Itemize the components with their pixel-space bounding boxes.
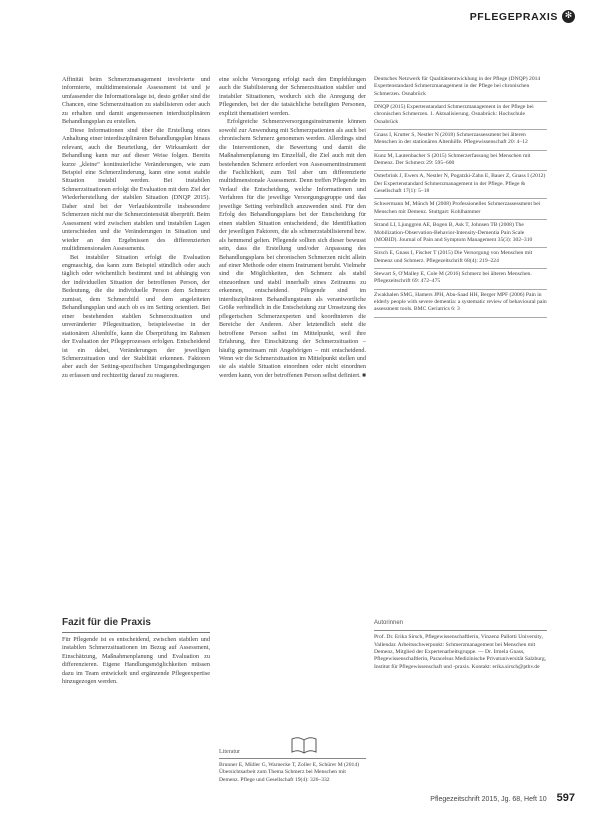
- reference-item: Stewart S, O'Malley E, Cole M (2016) Schmerz bei älteren Menschen. Pflegezeitschrift 69: 472–475: [374, 269, 547, 290]
- paragraph: Für Pflegende ist es entscheidend, zwischen stabilen und instabilen Schmerzsituationen im Bezug auf Assessment, Einschätzung, Maßnahmenplanung und Evaluation zu differenzieren. Eigene Handlungsmöglichkeiten müssen dazu im Team entwickelt und ergänzende Pflegeexpertise hinzugezogen werden.: [62, 636, 210, 686]
- reference-item: Gnass I, Krutter S, Nestler N (2018) Schmerzassessment bei älteren Menschen in der stationären Altenhilfe. Pflegewissenschaft 20: 4–12: [374, 130, 547, 151]
- authors-box: [374, 620, 547, 671]
- reference-item: Deutsches Netzwerk für Qualitätsentwicklung in der Pflege (DNQP) 2014 Expertenstandard Schmerzmanagement in der Pflege bei chronischen Schmerzen. Osnabrück: [374, 76, 547, 102]
- footer-source: Pflegezeitschrift 2015, Jg. 68, Heft 10: [430, 796, 547, 803]
- reference-item: Kunz M, Lautenbacher S (2015) Schmerzerfassung bei Menschen mit Demenz. Der Schmerz 29: 595–600: [374, 151, 547, 172]
- reference-list: [374, 76, 547, 318]
- literature-divider: [219, 758, 366, 759]
- page-footer: [430, 792, 575, 804]
- column-1: [62, 76, 210, 380]
- section-body: [62, 636, 210, 687]
- paragraph: eine solche Versorgung erfolgt nach den Empfehlungen auch die Stabilisierung der Schmerzsituation stabiler und instabiler Situationen, wodurch sich die Anregung der Pflegenden, bei der die tatsächliche beteiligten Personen, explizit thematisiert werden.: [219, 76, 366, 117]
- literature-label: Literatur: [219, 749, 240, 755]
- authors-label: Autorinnen: [374, 620, 547, 631]
- paragraph: Affinität beim Schmerzmanagement involvierte und informierte, multidimensionale Assessment ist und je umfassender die Informationslage ist, desto größer sind die Chancen, eine Schmerzsituation zu stabilisieren oder auch zu erhalten und damit angemessenen interdisziplinären Behandlungsplan zu erstellen.: [62, 76, 210, 126]
- literature-entry: Brunner E, Müller G, Warnecke T, Zoller E, Schürer M (2014) Übersichtsarbeit zum Thema Schmerz bei Menschen mit Demenz. Pflege und Gesellschaft 19(4): 326–332: [219, 762, 359, 783]
- section-heading: Fazit für die Praxis: [62, 617, 151, 628]
- section-divider: [62, 632, 210, 633]
- column-2: [219, 76, 366, 380]
- page-number: 597: [556, 792, 575, 804]
- reference-item: Zwakhalen SMG, Hamers JPH, Abu-Saad HH, Berger MPF (2006) Pain in elderly people with severe dementia: a systematic review of behavioural pain assessment tools. BMC Geriatrics 6: 3: [374, 290, 547, 318]
- reference-item: DNQP (2015) Expertenstandard Schmerzmanagement in der Pflege bei chronischen Schmerzen. 1. Aktualisierung. Osnabrück: Hochschule Osnabrück: [374, 102, 547, 130]
- reference-item: Sirsch E, Gnass I, Fischer T (2015) Die Versorgung von Menschen mit Demenz und Schmerz. Pflegezeitschrift 68(4): 219–224: [374, 248, 547, 269]
- journal-brand: [470, 10, 575, 23]
- reference-item: Osterbrink J, Ewers A, Nestler N, Pogatzki-Zahn E, Bauer Z, Gnass I (2012) Der Expertenstandard Schmerzmanagement in der Pflege. Pflege & Gesellschaft 17(1): 5–18: [374, 171, 547, 199]
- paragraph: Bei instabiler Situation erfolgt die Evaluation engmaschig, das kann zum Beispiel stündlich oder auch täglich oder wöchentlich bestimmt und ist abhängig von der individuellen Situation der betroffenen Person, der Bedeutung, die die individuelle Person dem Schmerz zumisst, dem Schmerzbild und dem angeleiteten Behandlungsplan und auch ob es im Setting orientiert. Bei einer bestehenden stabilen Schmerzsituation und unveränderter Pflegesituation, beispielsweise in der stationären Altenhilfe, kann die Überprüfung im Rahmen der Evaluation der Pflegeprozesses erfolgen. Entscheidend ist ein dabei, Veränderungen der jeweiligen Schmerzsituation und der Stabilität erkennen. Faktoren aber auch der Setting-spezifischen Umgangsbedingungen zu erfassen und rechtzeitig darauf zu reagieren.: [62, 253, 210, 379]
- reference-item: Schwermann M, Münch M (2008) Professionelles Schmerzassessment bei Menschen mit Demenz. Stuttgart: Kohlhammer: [374, 199, 547, 220]
- paragraph: Erfolgreiche Schmerzversorgungsinstrumente können sowohl zur Anwendung mit Schmerzpatienten als auch bei chronischem Schmerz genommen werden. Allerdings sind die Interventionen, die Bewertung und damit die Maßnahmenplanung im Einzelfall, die Ziel auch mit den bestehenden Schmerz erfordert von Assessmentinstrument die Fachlichkeit, zum Teil aber um differenzierte multidimensionale Assessment. Denn treffen Pflegende im Verlauf die Entscheidung, welche Informationen und Verfahren für die jeweilige Versorgungsgruppe und das jeweilige Setting verbindlich anzuwenden sind. Für den Erfolg des Behandlungsplans bei der Entscheidung für einen stabilen Situation entscheidend, die Identifikation der jeweiligen Faktoren, die als schmerzstabilisierend bzw. als hemmend gelten. Pflegende sollten sich dieser bewusst sein, dass die Erstellung und/oder Anpassung des Behandlungsplans bei chronischen Schmerzen nicht allein auf einer Methode oder einem Instrument beruht. Vielmehr sind die Möglichkeiten, den Schmerz als stabil einzuordnen und stabil innerhalb eines Zeitraums zu erkennen, entscheidend. Pflegende sind im interdisziplinären Behandlungsteam als verantwortliche Größe verbindlich in die Entscheidung zur Umsetzung des pflegerischen Schmerzexperten und koordinieren die Bereiche der Anderen. Aber letztendlich steht die betroffene Person selbst im Mittelpunkt, weil ihre Erfahrung, ihre Einschätzung der Schmerzsituation – häufig gemeinsam mit Angehörigen – mit entscheidend. Wenn wir die Schmerzsituation im Mittelpunkt stellen und sie als stabile Situation einordnen oder nicht einordnen werden kann, von der betroffenen Person selbst definiert. ■: [219, 118, 366, 379]
- journal-logo-icon: ✻: [562, 10, 575, 23]
- book-icon: [291, 735, 317, 760]
- reference-item: Strand LI, Ljunggren AE, Bogen B, Ask T, Johnsen TB (2008) The Mobilization-Observation-Behavior-Intensity-Dementia Pain Scale (MOBID). Journal of Pain and Symptom Management 35(3): 302–310: [374, 220, 547, 248]
- journal-brand-text: PFLEGEPRAXIS: [469, 10, 558, 23]
- authors-text: Prof. Dr. Erika Sirsch, Pflegewissenschaftlerin, Vinzenz Pallotti University, Vallendar. Arbeitsschwerpunkt: Schmerzmanagement bei Menschen mit Demenz, Mitglied der Expertenarbeitsgruppe. — Dr. Irmela Gnass, Pflegewissenschaftlerin, Paracelsus Medizinische Privatuniversität Salzburg, Institut für Pflegewissenschaft und -praxis. Kontakt: erika.sirsch@pthv.de: [374, 634, 547, 670]
- paragraph: Diese Informationen sind über die Erstellung eines Anhaltung einer interdisziplinären Behandlungsplan hinaus relevant, auch die Beurteilung, der Wirksamkeit der Behandlung kann nur auf dieser Weise folgen. Bereits kurze „kleine“ kontinuierliche Veränderungen, wie zum Beispiel eine Schmerzlinderung, kann eine sonst stabile Situation instabil werden. Bei instabilen Schmerzsituationen erfolgt die Evaluation mit dem Ziel der Wiederherstellung der stabilen Situation (DNQP 2015). Daher sind bei der Verlaufskontrolle insbesondere Schmerzen nicht nur die Schmerzintensität überprüft. Beim Assessment wird zwischen stabilen und instabilen Lagen unterschieden und die Veränderungen in Situation und wieder an den Ergebnissen des differenzierten multidimensionalen Assessments.: [62, 126, 210, 253]
